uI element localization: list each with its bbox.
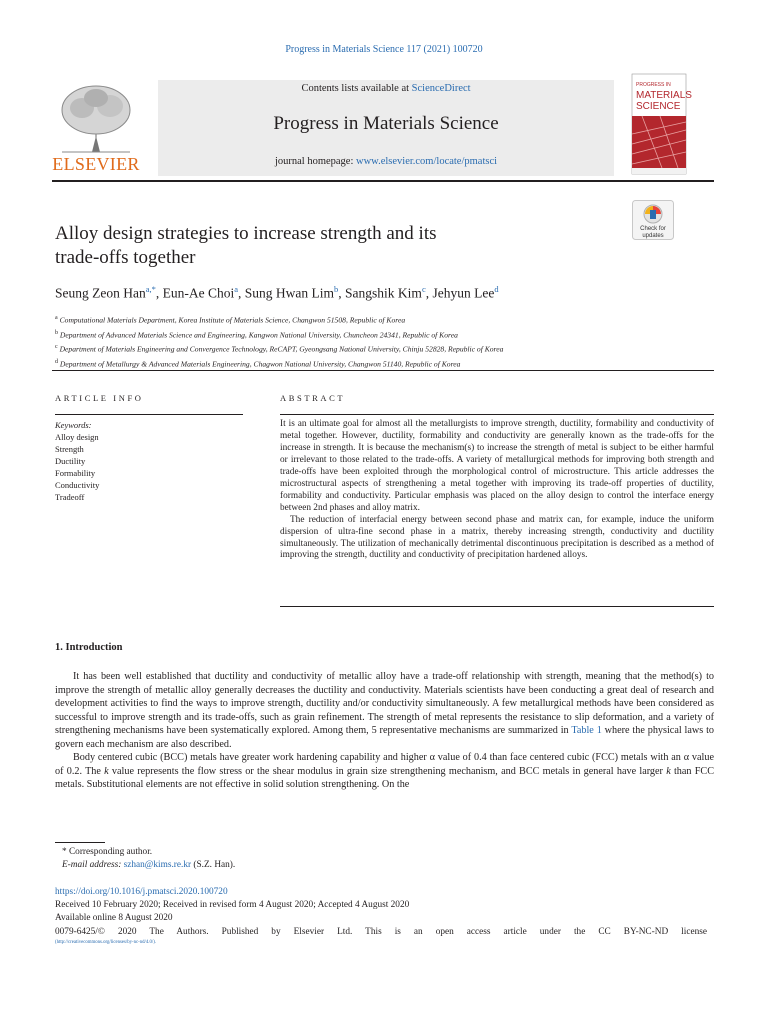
- affiliation-label: b: [55, 329, 58, 336]
- abstract-text: [280, 419, 714, 562]
- contents-line: [158, 83, 614, 94]
- abstract-heading: ABSTRACT: [280, 393, 346, 403]
- table-1-link[interactable]: Table 1: [571, 725, 602, 737]
- author-affiliation-ref[interactable]: a,*: [145, 284, 156, 294]
- keyword-item: Ductility: [55, 456, 86, 466]
- intro-text: where the physical laws to govern each mechanism are also described.: [55, 725, 715, 750]
- author-list: Seung Zeon Han$^{a,*}$, Eun-Ae Choi$^a$, Sung Hwan Lim$^b$, Sangshik Kim$^c$, Jehyun Lee$^d$: [55, 284, 499, 301]
- affiliation-list: [55, 312, 695, 370]
- keyword-item: Alloy design: [55, 432, 99, 442]
- intro-text: It has been well established that ductility and conductivity of metallic alloy have a trade-off relationship with strength, meaning that the method(s) to improve the strength of metallic alloy generally decreases the ductility and conductivity. Materials scientists have been conducting a great deal of research and development activities to find the ways to improve strength, ductility and/or conductivity simultaneously. A few metallurgical methods have been considered as successful to improve strength and its trade-offs, such as grain refinement. The strength of metal represents the resistance to slip deformation, and a variety of strengthening mechanisms have been systematically explored. Among them, 5 representative mechanisms are summarized in: [55, 671, 714, 737]
- intro-paragraph-2: [55, 751, 714, 792]
- license-statement: 0079-6425/© 2020 The Authors. Published by Elsevier Ltd. This is an open access article under the CC BY-NC-ND license: [55, 926, 707, 937]
- journal-title: Progress in Materials Science: [273, 113, 499, 134]
- email-suffix: (S.Z. Han).: [191, 860, 236, 870]
- affiliation-text: Department of Materials Engineering and Convergence Technology, ReCAPT, Gyeongsang National University, Chinju 52828, Republic of Korea: [59, 344, 504, 354]
- affiliation-item: [55, 327, 695, 342]
- email-label: E-mail address:: [62, 860, 122, 870]
- homepage-link[interactable]: www.elsevier.com/locate/pmatsci: [356, 156, 498, 167]
- received-dates: Received 10 February 2020; Received in revised form 4 August 2020; Accepted 4 August 2020: [55, 900, 410, 911]
- author-name: Seung Zeon Han: [55, 285, 146, 301]
- check-for-updates-icon[interactable]: [632, 200, 674, 240]
- contents-prefix: Contents lists available at: [301, 83, 412, 94]
- variable-k: k: [666, 765, 671, 777]
- author-name: Jehyun Lee: [432, 285, 495, 301]
- publication-info: [55, 886, 707, 947]
- section-rule: [52, 370, 714, 371]
- keyword-item: Conductivity: [55, 480, 100, 490]
- article-title-line-1: Alloy design strategies to increase strength and its: [55, 223, 437, 244]
- abstract-paragraph-2: The reduction of interfacial energy between second phase and matrix can, for example, induce the uniform dispersion of ultra-fine second phase in a matrix, thereby increasing strength, conductivity and ductility simultaneously. The utilization of mechanically detrimental discontinuous precipitation is described as a method of improving the strength, ductility and conductivity of precipitation hardened alloys.: [280, 514, 714, 561]
- keywords-list: [55, 419, 243, 503]
- keywords-label: Keywords:: [55, 420, 92, 430]
- variable-k: k: [104, 765, 109, 777]
- journal-header-box: [158, 80, 614, 176]
- abstract-paragraph-1: It is an ultimate goal for almost all the metallurgists to improve strength, ductility, formability and conductivity of metal together. However, ductility, formability and conductivity are generally known as the trade-offs for the increase in strength. It is because the mechanism(s) to increase the strength of metal is subject to be either harmful or irrelevant to those related to the trade-offs. A variety of metallurgical methods for improving both strength and trade-offs have been exploited through the morphological control of microstructure. This article addresses the microstructural aspects of strengthening a metal together with improving its trade-off properties of ductility, formability and conductivity. Particular emphasis was placed on the alloy design to control the interface energy between 2nd phases and alloy matrix.: [280, 419, 714, 513]
- email-link[interactable]: szhan@kims.re.kr: [123, 860, 192, 870]
- cover-line-2: MATERIALS: [636, 90, 692, 101]
- footnote-rule: [55, 842, 105, 843]
- author-affiliation-ref[interactable]: a: [234, 284, 239, 294]
- available-online: Available online 8 August 2020: [55, 913, 173, 924]
- article-title: [55, 222, 575, 270]
- email-line: [62, 859, 702, 872]
- corresponding-author-note: * Corresponding author.: [62, 847, 153, 857]
- author-name: Eun-Ae Choi: [162, 285, 235, 301]
- doi-link[interactable]: https://doi.org/10.1016/j.pmatsci.2020.100720: [55, 887, 228, 897]
- journal-cover-icon: [632, 74, 692, 174]
- affiliation-text: Computational Materials Department, Korea Institute of Materials Science, Changwon 51508, Republic of Korea: [59, 315, 406, 325]
- publisher-name: ELSEVIER: [52, 154, 140, 174]
- introduction-heading: 1. Introduction: [55, 642, 123, 653]
- keyword-item: Formability: [55, 468, 96, 478]
- license-url-link[interactable]: (http://creativecommons.org/licenses/by-nc-nd/4.0/).: [55, 939, 157, 945]
- intro-paragraph-1: [55, 670, 714, 751]
- cover-line-1: PROGRESS IN: [636, 82, 671, 88]
- affiliation-label: c: [55, 344, 58, 351]
- keyword-item: Strength: [55, 444, 84, 454]
- affiliation-text: Department of Metallurgy & Advanced Materials Engineering, Chagwon National University, Changwon 51140, Republic of Korea: [59, 359, 461, 369]
- author-affiliation-ref[interactable]: c: [421, 284, 426, 294]
- keyword-item: Tradeoff: [55, 492, 85, 502]
- intro-text: than FCC metals. Substitutional elements are not effective in solid solution strengthening. On the: [55, 765, 715, 791]
- header-rule: [52, 180, 714, 182]
- affiliation-item: [55, 356, 695, 371]
- journal-reference[interactable]: Progress in Materials Science 117 (2021) 100720: [285, 44, 483, 55]
- article-info-heading: ARTICLE INFO: [55, 393, 144, 403]
- affiliation-label: d: [55, 358, 58, 365]
- intro-text: value represents the flow stress or the shear modulus in grain size strengthening mechanism, and BCC metals in general have larger: [108, 765, 667, 777]
- abstract-bottom-rule: [280, 606, 714, 607]
- affiliation-text: Department of Advanced Materials Science and Engineering, Kangwon National University, Chuncheon 24341, Republic of Korea: [59, 330, 458, 340]
- article-title-line-2: trade-offs together: [55, 247, 196, 268]
- author-affiliation-ref[interactable]: b: [334, 284, 339, 294]
- sciencedirect-link[interactable]: ScienceDirect: [411, 83, 471, 94]
- affiliation-label: a: [55, 315, 58, 321]
- article-info-rule: [55, 414, 243, 415]
- homepage-prefix: journal homepage:: [274, 156, 357, 167]
- introduction-body: [55, 670, 714, 792]
- cover-line-3: SCIENCE: [636, 101, 681, 112]
- footnotes: [62, 846, 702, 872]
- check-updates-line-2: updates: [642, 233, 664, 239]
- author-name: Sangshik Kim: [345, 285, 422, 301]
- homepage-line: [158, 156, 614, 167]
- abstract-rule: [280, 414, 714, 415]
- author-name: Sung Hwan Lim: [244, 285, 335, 301]
- check-updates-line-1: Check for: [640, 226, 666, 232]
- intro-text: Body centered cubic (BCC) metals have greater work hardening capability and higher α value of 0.4 than face centered cubic (FCC) metals with an α value of 0.2. The: [55, 752, 714, 777]
- affiliation-item: [55, 341, 695, 356]
- author-affiliation-ref[interactable]: d: [494, 284, 499, 294]
- affiliation-item: [55, 312, 695, 327]
